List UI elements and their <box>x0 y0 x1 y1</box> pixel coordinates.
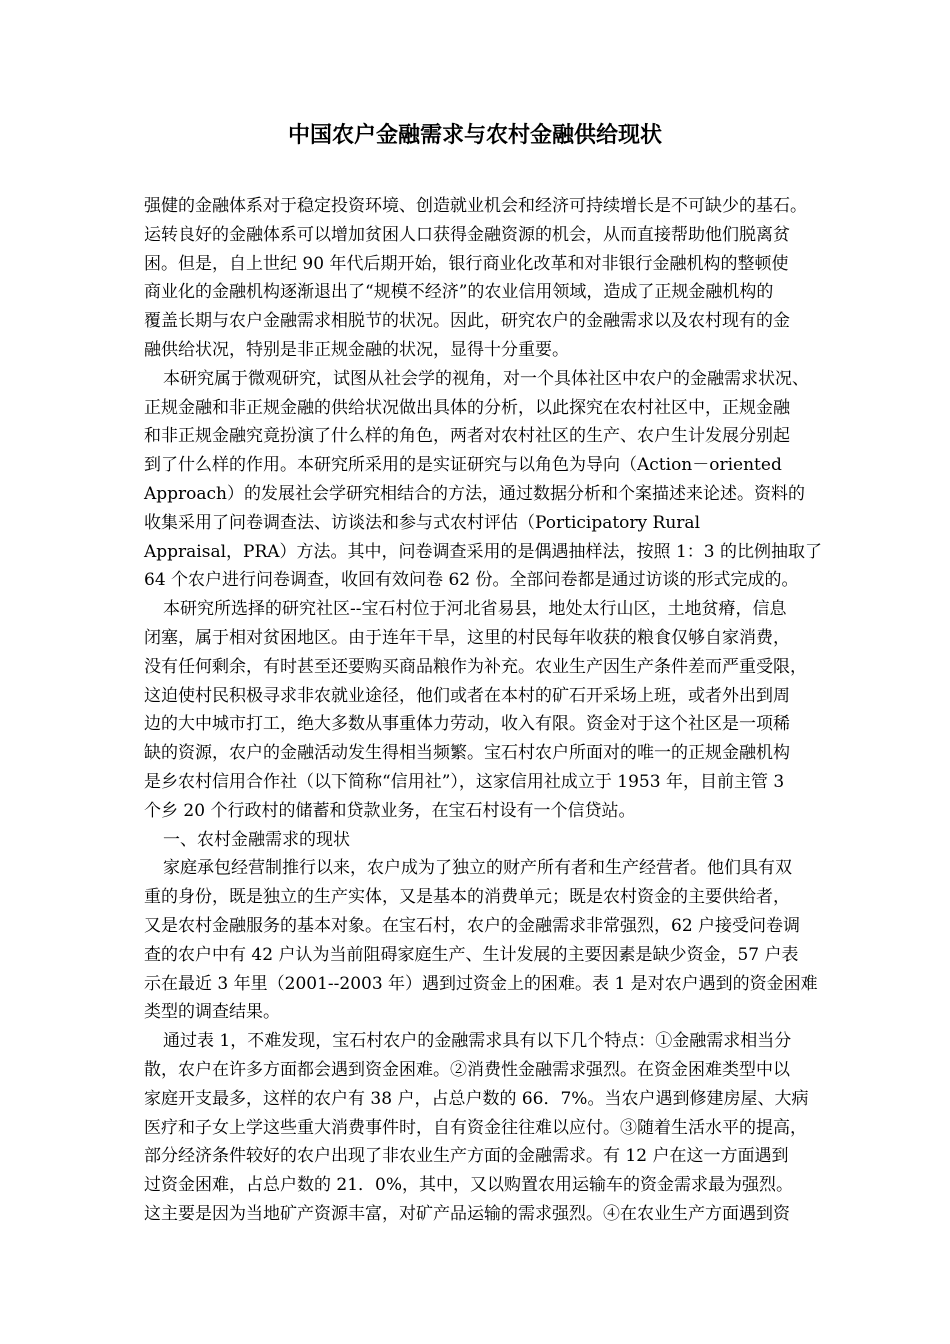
text-line: 过资金困难，占总户数的 21．0%，其中，又以购置农用运输车的资金需求最为强烈。 <box>144 1175 794 1196</box>
text-line: 这主要是因为当地矿产资源丰富，对矿产品运输的需求强烈。④在农业生产方面遇到资 <box>144 1203 790 1224</box>
section-heading: 一、农村金融需求的现状 <box>163 829 350 850</box>
text-line: 通过表 1，不难发现，宝石村农户的金融需求具有以下几个特点：①金融需求相当分 <box>163 1031 792 1052</box>
text-line: 本研究所选择的研究社区--宝石村位于河北省易县，地处太行山区，土地贫瘠，信息 <box>163 599 787 620</box>
text-line: 部分经济条件较好的农户出现了非农业生产方面的金融需求。有 12 户在这一方面遇到 <box>144 1146 789 1167</box>
text-line: 覆盖长期与农户金融需求相脱节的状况。因此，研究农户的金融需求以及农村现有的金 <box>144 311 790 332</box>
text-line: 家庭开支最多，这样的农户有 38 户，占总户数的 66．7%。当农户遇到修建房屋、大病 <box>144 1088 809 1109</box>
text-line: Appraisal，PRA）方法。其中，问卷调查采用的是偶遇抽样法，按照 1：3 的比例抽取了 <box>144 541 822 562</box>
text-line: 类型的调查结果。 <box>144 1002 280 1023</box>
text-line: 示在最近 3 年里（2001--2003 年）遇到过资金上的困难。表 1 是对农户遇到的资金困难 <box>144 973 818 994</box>
text-line: 和非正规金融究竟扮演了什么样的角色，两者对农村社区的生产、农户生计发展分别起 <box>144 426 790 447</box>
text-line: 强健的金融体系对于稳定投资环境、创造就业机会和经济可持续增长是不可缺少的基石。 <box>144 196 807 216</box>
text-line: 这迫使村民积极寻求非农就业途径，他们或者在本村的矿石开采场上班，或者外出到周 <box>144 685 790 706</box>
text-line: 本研究属于微观研究，试图从社会学的视角，对一个具体社区中农户的金融需求状况、 <box>163 368 809 389</box>
text-line: 是乡农村信用合作社（以下简称“信用社”），这家信用社成立于 1953 年，目前主管 3 <box>144 771 785 792</box>
text-line: 个乡 20 个行政村的储蓄和贷款业务，在宝石村设有一个信贷站。 <box>144 800 636 821</box>
text-line: 融供给状况，特别是非正规金融的状况，显得十分重要。 <box>144 339 569 360</box>
text-line: 散，农户在许多方面都会遇到资金困难。②消费性金融需求强烈。在资金困难类型中以 <box>144 1059 790 1080</box>
text-line: 缺的资源，农户的金融活动发生得相当频繁。宝石村农户所面对的唯一的正规金融机构 <box>144 743 790 764</box>
text-line: 闭塞，属于相对贫困地区。由于连年干旱，这里的村民每年收获的粮食仅够自家消费， <box>144 627 790 648</box>
text-line: 到了什么样的作用。本研究所采用的是实证研究与以角色为导向（Action－oriented <box>144 455 782 476</box>
text-line: 运转良好的金融体系可以增加贫困人口获得金融资源的机会，从而直接帮助他们脱离贫 <box>144 224 790 245</box>
text-line: 家庭承包经营制推行以来，农户成为了独立的财产所有者和生产经营者。他们具有双 <box>163 858 792 879</box>
text-line: 正规金融和非正规金融的供给状况做出具体的分析，以此探究在农村社区中，正规金融 <box>144 397 790 418</box>
text-line: 商业化的金融机构逐渐退出了“规模不经济”的农业信用领域，造成了正规金融机构的 <box>144 282 774 303</box>
text-line: 医疗和子女上学这些重大消费事件时，自有资金往往难以应付。③随着生活水平的提高， <box>144 1117 807 1138</box>
text-line: 没有任何剩余，有时甚至还要购买商品粮作为补充。农业生产因生产条件差而严重受限， <box>144 656 807 677</box>
text-line: Approach）的发展社会学研究相结合的方法，通过数据分析和个案描述来论述。资料的 <box>144 483 806 504</box>
text-line: 查的农户中有 42 户认为当前阻碍家庭生产、生计发展的主要因素是缺少资金，57 户表 <box>144 944 799 965</box>
document-title: 中国农户金融需求与农村金融供给现状 <box>287 122 662 148</box>
text-line: 边的大中城市打工，绝大多数从事重体力劳动，收入有限。资金对于这个社区是一项稀 <box>144 714 790 735</box>
text-line: 重的身份，既是独立的生产实体，又是基本的消费单元；既是农村资金的主要供给者， <box>144 887 790 908</box>
text-line: 又是农村金融服务的基本对象。在宝石村，农户的金融需求非常强烈，62 户接受问卷调 <box>144 915 801 936</box>
text-line: 收集采用了问卷调查法、访谈法和参与式农村评估（Porticipatory Rural <box>144 512 701 533</box>
text-line: 64 个农户进行问卷调查，收回有效问卷 62 份。全部问卷都是通过访谈的形式完成的。 <box>144 570 799 591</box>
text-line: 困。但是，自上世纪 90 年代后期开始，银行商业化改革和对非银行金融机构的整顿使 <box>144 253 789 274</box>
document-body <box>144 192 904 1229</box>
